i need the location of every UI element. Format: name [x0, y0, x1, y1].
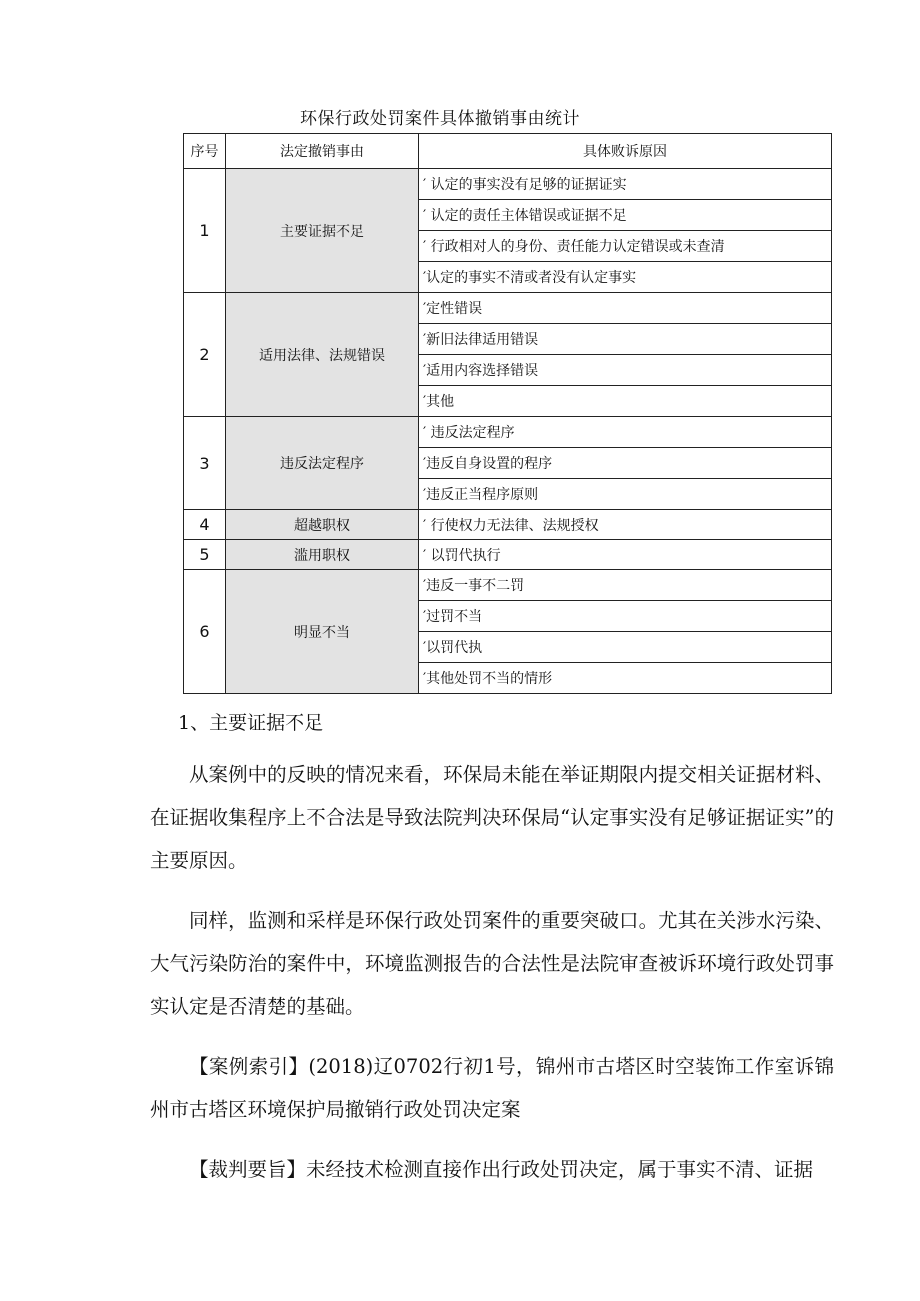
row-detail: ′ 认定的责任主体错误或证据不足 — [419, 200, 832, 231]
row-reason: 明显不当 — [226, 570, 419, 694]
row-no: 5 — [184, 540, 226, 570]
row-no: 4 — [184, 510, 226, 540]
header-reason: 法定撤销事由 — [226, 134, 419, 169]
row-no: 1 — [184, 169, 226, 293]
case-index-paragraph: 【案例索引】(2018)辽0702行初1号，锦州市古塔区时空装饰工作室诉锦州市古塔区环境保护局撤销行政处罚决定案 — [150, 1055, 834, 1121]
row-reason: 适用法律、法规错误 — [226, 293, 419, 417]
paragraph: 同样，监测和采样是环保行政处罚案件的重要突破口。尤其在关涉水污染、大气污染防治的案件中，环境监测报告的合法性是法院审查被诉环境行政处罚事实认定是否清楚的基础。 — [150, 909, 834, 1018]
table-header-row — [184, 134, 832, 169]
row-detail: ′ 认定的事实没有足够的证据证实 — [419, 169, 832, 200]
row-no: 3 — [184, 417, 226, 510]
row-detail: ′违反自身设置的程序 — [419, 448, 832, 479]
row-detail: ′ 行使权力无法律、法规授权 — [419, 510, 832, 540]
section-body — [150, 753, 834, 1191]
revocation-reasons-table — [183, 133, 832, 694]
row-detail: ′违反一事不二罚 — [419, 570, 832, 601]
row-detail: ′ 行政相对人的身份、责任能力认定错误或未查清 — [419, 231, 832, 262]
table-row — [184, 293, 832, 324]
row-reason: 超越职权 — [226, 510, 419, 540]
row-reason: 违反法定程序 — [226, 417, 419, 510]
row-detail: ′其他 — [419, 386, 832, 417]
row-detail: ′新旧法律适用错误 — [419, 324, 832, 355]
table-title: 环保行政处罚案件具体撤销事由统计 — [300, 109, 580, 129]
row-detail: ′过罚不当 — [419, 601, 832, 632]
row-reason: 主要证据不足 — [226, 169, 419, 293]
row-detail: ′违反正当程序原则 — [419, 479, 832, 510]
row-detail: ′以罚代执 — [419, 632, 832, 663]
row-no: 6 — [184, 570, 226, 694]
paragraph: 从案例中的反映的情况来看，环保局未能在举证期限内提交相关证据材料、在证据收集程序上不合法是导致法院判决环保局“认定事实没有足够证据证实”的主要原因。 — [150, 763, 834, 872]
row-detail: ′适用内容选择错误 — [419, 355, 832, 386]
section-heading: 1、主要证据不足 — [178, 712, 324, 734]
row-detail: ′其他处罚不当的情形 — [419, 663, 832, 694]
row-no: 2 — [184, 293, 226, 417]
row-detail: ′ 违反法定程序 — [419, 417, 832, 448]
row-detail: ′认定的事实不清或者没有认定事实 — [419, 262, 832, 293]
row-detail: ′ 以罚代执行 — [419, 540, 832, 570]
row-detail: ′定性错误 — [419, 293, 832, 324]
table-row — [184, 510, 832, 540]
table-row — [184, 540, 832, 570]
row-reason: 滥用职权 — [226, 540, 419, 570]
table-row — [184, 169, 832, 200]
table-row — [184, 417, 832, 448]
header-no: 序号 — [184, 134, 226, 169]
judgment-summary-paragraph: 【裁判要旨】未经技术检测直接作出行政处罚决定，属于事实不清、证据 — [189, 1158, 814, 1181]
table-row — [184, 570, 832, 601]
header-detail: 具体败诉原因 — [419, 134, 832, 169]
